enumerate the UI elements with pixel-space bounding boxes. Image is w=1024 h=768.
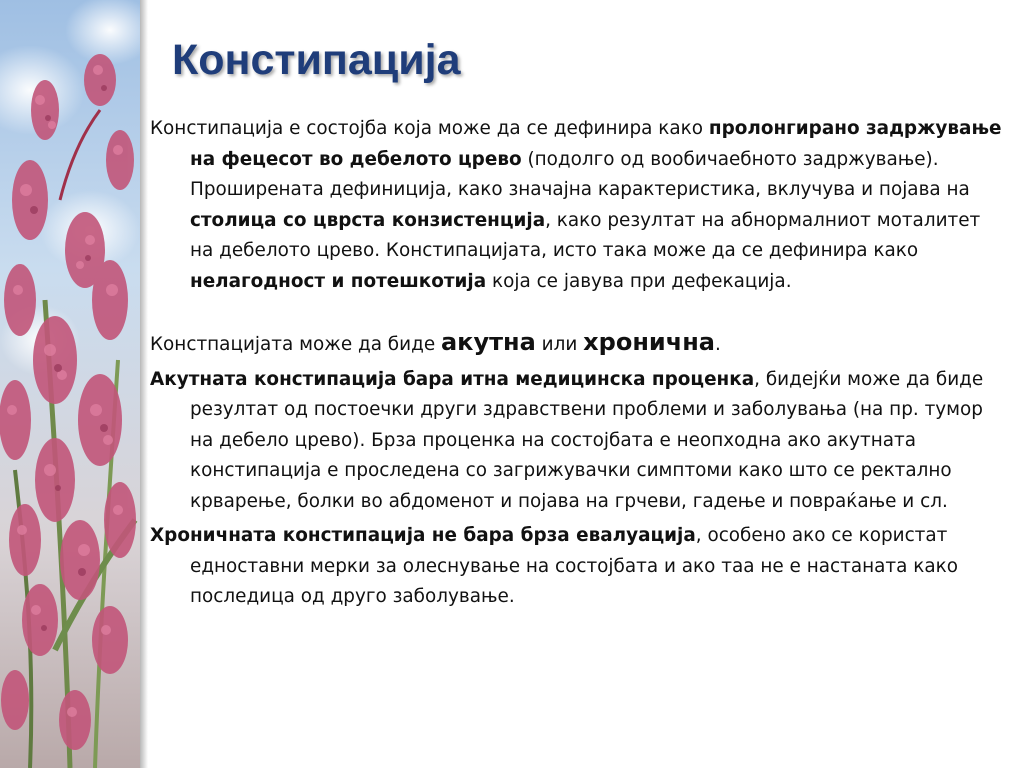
slide-title: Констипација xyxy=(172,36,461,84)
text-segment: Констипација е состојба која може да се дефинира како xyxy=(150,118,709,139)
bold-term: столица со цврста конзистенција xyxy=(190,209,546,231)
text-segment: , бидејќи може да биде резултат од постоечки други здравствени проблеми и заболувања (на пр. тумор на дебело црево). Брза проценка на состојбата е неопходна ако акутната констипација е проследена со загрижувачки симптоми како што се ректално крварење, болки во абдоменот и појава на грчеви, гадење и повраќање и сл. xyxy=(190,368,984,512)
paragraph-chronic xyxy=(150,521,1002,613)
chronic-term: хронична xyxy=(583,328,715,356)
text-segment: која се јавува при дефекација. xyxy=(486,270,792,292)
text-segment: , особено ако се користат едноставни мерки за олеснување на состојбата и ако таа не е настаната како последица од друго заболување. xyxy=(190,525,958,607)
photo-shadow xyxy=(140,0,148,768)
text-segment: или xyxy=(535,334,584,355)
text-segment: (подолго од вообичаебното задржување). Проширената дефиниција, како значајна карактеристика, вклучува и појава на xyxy=(190,148,970,200)
bold-term: Хроничната констипација не бара брза евалуација xyxy=(150,525,696,546)
flower-photo-image xyxy=(0,0,140,768)
text-segment: Констпацијата може да биде xyxy=(150,334,441,355)
bold-term: пролонгирано задржување на фецесот во дебелото црево xyxy=(190,118,1002,170)
bold-term: нелагодност и потешкотија xyxy=(190,270,487,292)
acute-term: акутна xyxy=(440,328,536,356)
slide-content xyxy=(150,114,1002,613)
bold-term: Акутната констипација бара итна медицинска проценка xyxy=(150,368,755,390)
paragraph-acute xyxy=(150,365,1002,518)
text-segment: , како резултат на абнормалниот моталитет на дебелото црево. Констипацијата, исто така може да се дефинира како xyxy=(190,209,981,261)
paragraph-types xyxy=(150,327,1002,361)
text-segment: . xyxy=(714,334,721,355)
paragraph-definition xyxy=(150,114,1002,297)
